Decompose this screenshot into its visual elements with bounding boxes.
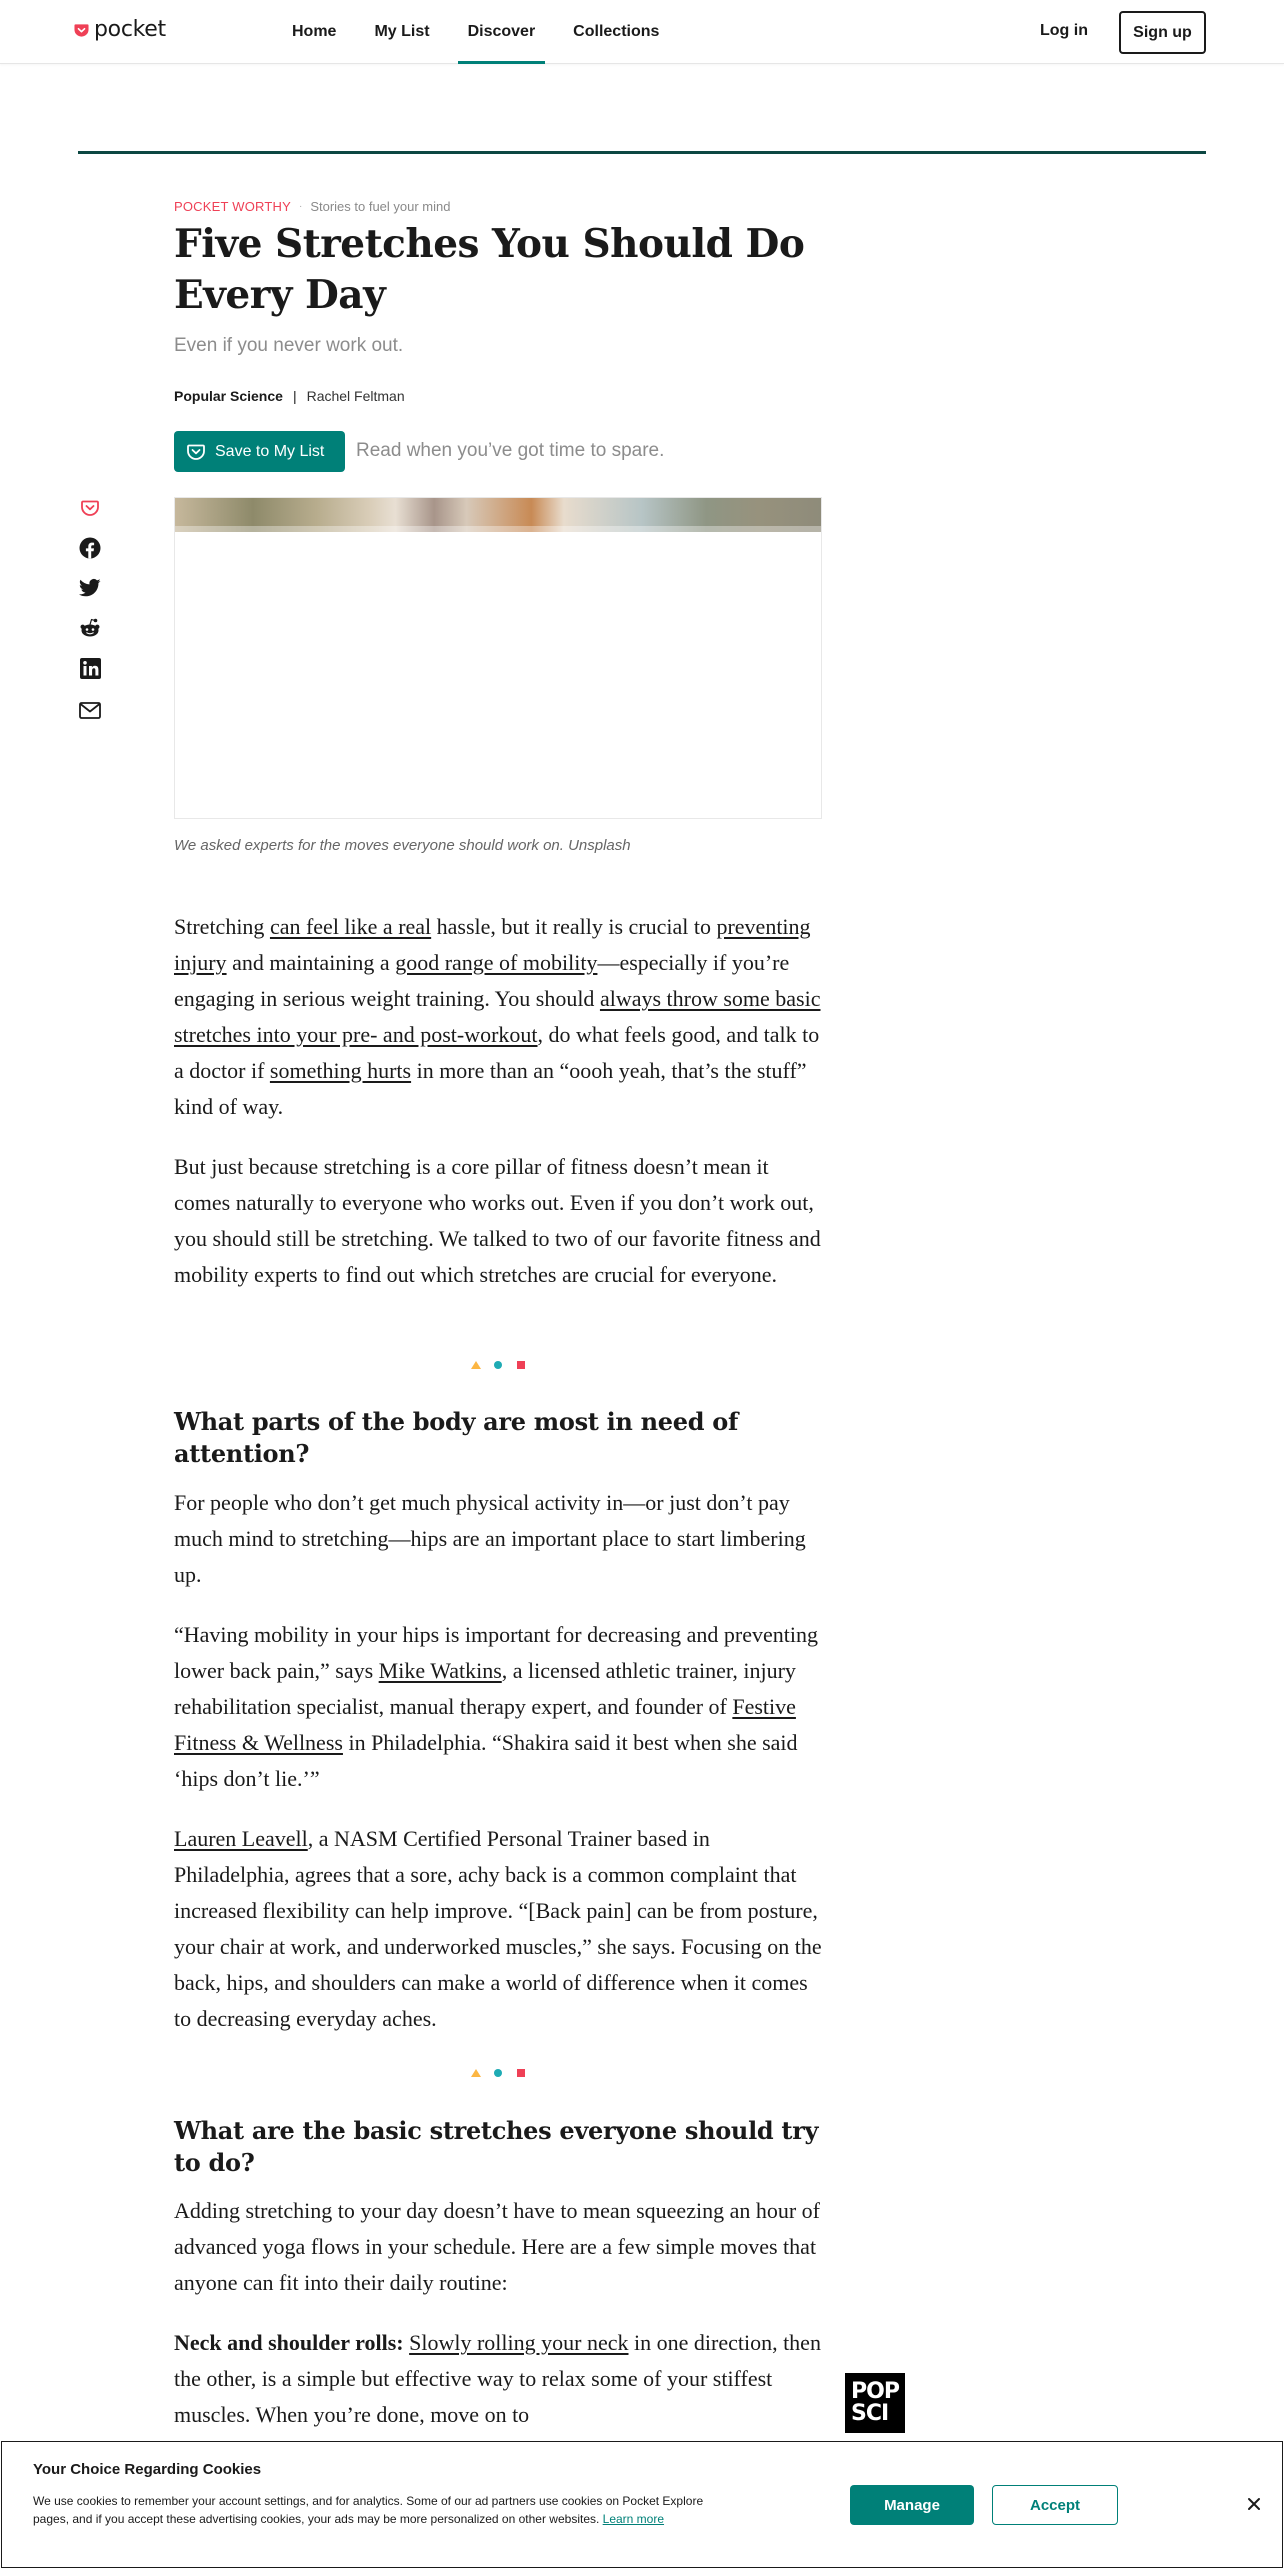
text: in Philadelphia. “Shakira said it best when she said ‘hips don’t lie.’” [174,1730,798,1791]
pocket-logo-icon [74,23,89,38]
text: in more than an “oooh yeah, that’s the stuff” kind of way. [174,1058,807,1119]
nav-discover[interactable]: Discover [468,0,536,64]
bold-label: Neck and shoulder rolls: [174,2330,404,2355]
paragraph-7 [174,2325,824,2433]
text: —especially if you’re engaging in serious weight training. You should [174,950,790,1011]
link-mike-watkins[interactable]: Mike Watkins [378,1658,502,1683]
learn-more-link[interactable]: Learn more [602,2512,665,2526]
nav-my-list[interactable]: My List [374,23,430,40]
nav-collections[interactable]: Collections [573,23,660,40]
link-preventing-injury[interactable]: preventing injury [174,914,811,975]
section-divider [470,1359,530,1371]
author-name: Rachel Feltman [306,388,405,404]
text: , a licensed athletic trainer, injury rehabilitation specialist, manual therapy expert, and founder of [174,1658,796,1719]
main-nav [292,0,697,64]
twitter-icon[interactable] [78,576,102,600]
link-rolling-your-neck[interactable]: Slowly rolling your neck [409,2330,629,2355]
paragraph-6: Adding stretching to your day doesn’t have to mean squeezing an hour of advanced yoga flows in your schedule. Here are a few simple moves that anyone can fit into their daily routine: [174,2198,820,2295]
kicker-brand[interactable]: POCKET WORTHY [174,199,291,214]
link-something-hurts[interactable]: something hurts [269,1058,412,1083]
hero-image [174,497,822,819]
save-note: Read when you’ve got time to spare. [356,440,665,461]
text: “Having mobility in your hips is important for decreasing and preventing lower back pain,” says [174,1622,818,1683]
section-rule [78,151,1206,154]
paragraph-4 [174,1617,824,1797]
signup-button[interactable]: Sign up [1119,11,1206,54]
link-basic-stretches[interactable]: always throw some basic stretches into your pre- and post-workout [174,986,821,1047]
email-icon[interactable] [78,698,102,722]
section-heading-1: What parts of the body are most in need of attention? [174,1407,738,1468]
kicker-tagline: Stories to fuel your mind [310,199,451,214]
paragraph-5 [174,1821,824,2037]
text: Stretching [174,914,270,939]
cookie-text [33,2492,733,2528]
link-lauren-leavell[interactable]: Lauren Leavell [174,1826,308,1851]
reddit-icon[interactable] [78,616,102,640]
link-range-of-mobility[interactable]: good range of mobility [395,950,598,975]
image-caption: We asked experts for the moves everyone should work on. Unsplash [174,837,631,854]
paragraph-3: For people who don’t get much physical activity in—or just don’t pay much mind to stretching—hips are an important place to start limbering up. [174,1490,806,1587]
accept-button[interactable]: Accept [992,2485,1118,2525]
kicker-separator: · [298,201,303,212]
article-kicker [174,199,451,214]
close-icon[interactable] [1242,2492,1266,2516]
article-title: Five Stretches You Should Do Every Day [174,221,805,318]
popsci-logo[interactable]: POP SCI [845,2373,905,2433]
manage-button[interactable]: Manage [850,2485,974,2525]
cookie-banner [1,2441,1283,2568]
byline [174,388,405,404]
save-to-list-button[interactable] [174,431,345,472]
cookie-title: Your Choice Regarding Cookies [33,2461,262,2478]
pocket-save-icon [186,442,206,462]
publisher-name[interactable]: Popular Science [174,388,283,404]
site-header [0,0,1284,64]
linkedin-icon[interactable] [78,656,102,680]
nav-home[interactable]: Home [292,23,337,40]
article-subtitle: Even if you never work out. [174,335,404,356]
text: , do what feels good, and talk to a doctor if [174,1022,820,1083]
paragraph-2: But just because stretching is a core pillar of fitness doesn’t mean it comes naturally to everyone who works out. Even if you don’t work out, you should still be stretching. We talked to two of our favorite fitness and mobility experts to find out which stretches are crucial for everyone. [174,1154,821,1287]
link-festive-fitness[interactable]: Festive Fitness & Wellness [174,1694,796,1755]
hero-image-partial [175,498,822,532]
save-button-label: Save to My List [215,442,325,460]
pocket-logo[interactable] [74,18,166,42]
paragraph-1 [174,909,824,1125]
logo-text: pocket [94,17,166,42]
login-link[interactable]: Log in [1040,22,1088,39]
facebook-icon[interactable] [78,536,102,560]
text: in one direction, then the other, is a simple but effective way to relax some of your stiffest muscles. When you’re done, move on to [174,2330,821,2427]
text: , a NASM Certified Personal Trainer based in Philadelphia, agrees that a sore, achy back is a common complaint that increased flexibility can help improve. “[Back pain] can be from posture, your chair at work, and underworked muscles,” she says. Focusing on the back, hips, and shoulders can make a world of difference when it comes to decreasing everyday aches. [174,1826,822,2031]
text: hassle, but it really is crucial to [431,914,717,939]
byline-separator: | [292,388,297,404]
text: and maintaining a [226,950,396,975]
link-can-feel-like-a-real[interactable]: can feel like a real [269,914,432,939]
section-heading-2: What are the basic stretches everyone should try to do? [174,2116,819,2177]
cookie-body: We use cookies to remember your account settings, and for analytics. Some of our ad partners use cookies on Pocket Explore pages, and if you accept these advertising cookies, your ads may be more personalized on other websites. [33,2494,704,2526]
section-divider [470,2067,530,2079]
pocket-icon[interactable] [78,496,102,520]
